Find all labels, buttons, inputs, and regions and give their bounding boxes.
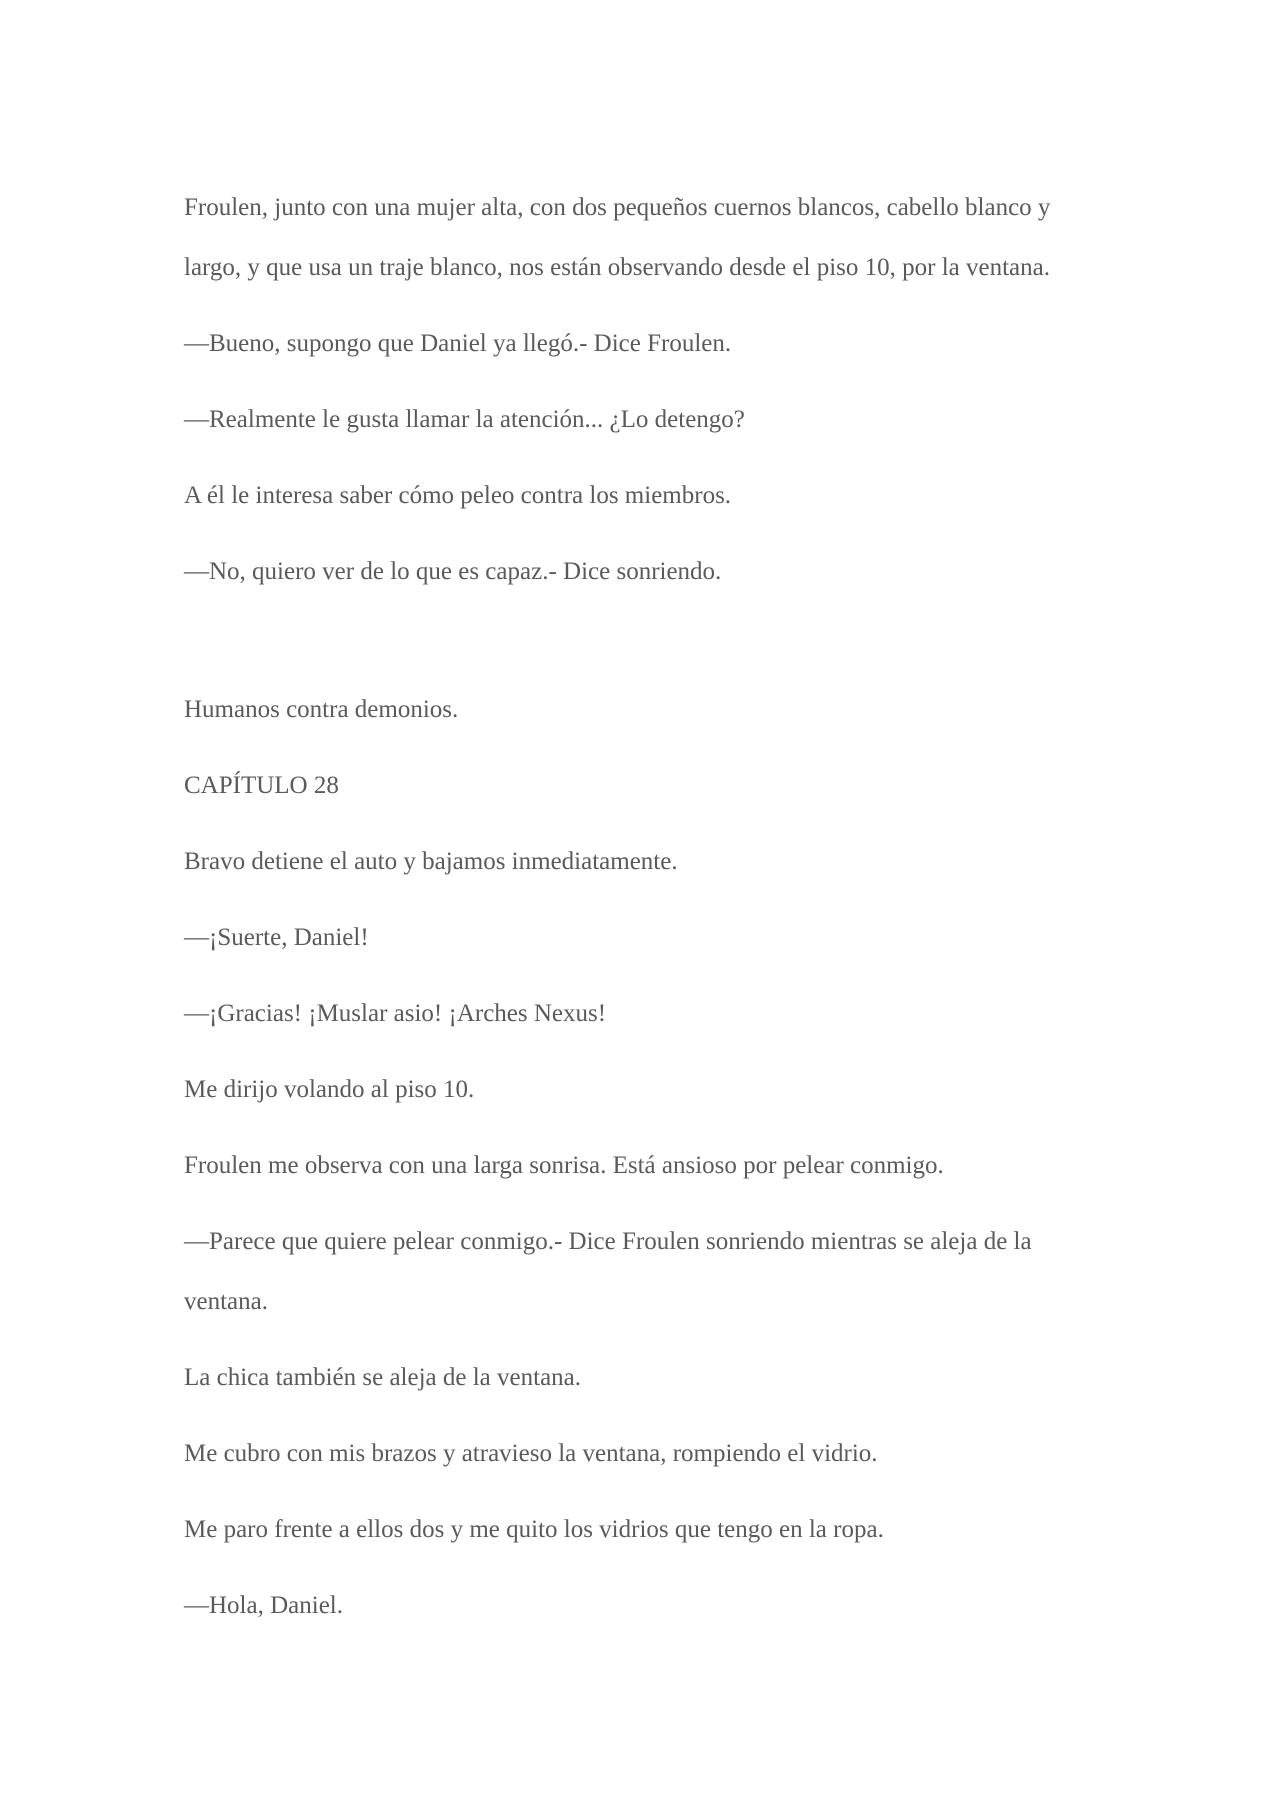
paragraph: —No, quiero ver de lo que es capaz.- Dice sonriendo. (184, 558, 722, 585)
paragraph: Bravo detiene el auto y bajamos inmediatamente. (184, 848, 678, 875)
paragraph: Me paro frente a ellos dos y me quito los vidrios que tengo en la ropa. (184, 1516, 884, 1543)
paragraph: —Bueno, supongo que Daniel ya llegó.- Dice Froulen. (184, 330, 732, 357)
paragraph: A él le interesa saber cómo peleo contra los miembros. (184, 482, 732, 509)
paragraph: —Parece que quiere pelear conmigo.- Dice Froulen sonriendo mientras se aleja de la ventana. (184, 1228, 1032, 1315)
paragraph: —Realmente le gusta llamar la atención... ¿Lo detengo? (184, 406, 745, 433)
paragraph: Me dirijo volando al piso 10. (184, 1076, 475, 1103)
paragraph: —¡Suerte, Daniel! (184, 924, 369, 951)
paragraph: Froulen, junto con una mujer alta, con dos pequeños cuernos blancos, cabello blanco y largo, y que usa un traje blanco, nos están observando desde el piso 10, por la ventana. (184, 194, 1051, 281)
paragraph: La chica también se aleja de la ventana. (184, 1364, 582, 1391)
paragraph: Froulen me observa con una larga sonrisa. Está ansioso por pelear conmigo. (184, 1152, 944, 1179)
section-gap (184, 618, 1104, 680)
chapter-title: CAPÍTULO 28 (184, 772, 339, 799)
section-heading: Humanos contra demonios. (184, 696, 459, 723)
paragraph: —Hola, Daniel. (184, 1592, 343, 1619)
paragraph: —¡Gracias! ¡Muslar asio! ¡Arches Nexus! (184, 1000, 607, 1027)
document-body (184, 178, 1104, 1652)
paragraph: Me cubro con mis brazos y atravieso la ventana, rompiendo el vidrio. (184, 1440, 878, 1467)
